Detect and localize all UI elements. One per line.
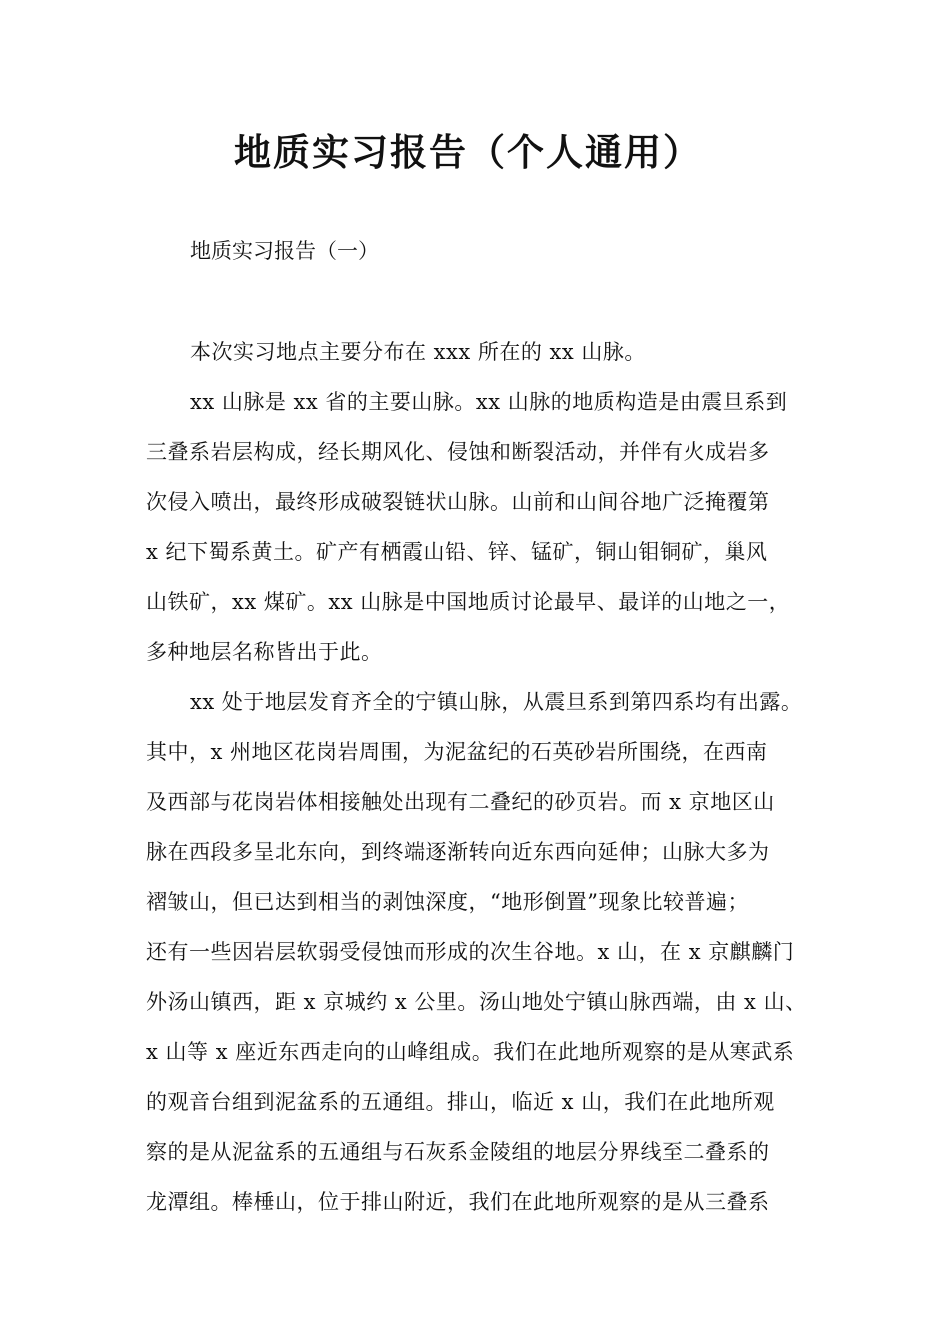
section-subtitle: 地质实习报告（一） bbox=[190, 239, 379, 263]
text-line: xx 山脉是 xx 省的主要山脉。xx 山脉的地质构造是由震旦系到 bbox=[190, 390, 788, 414]
text-line: x 山等 x 座近东西走向的山峰组成。我们在此地所观察的是从寒武系 bbox=[146, 1040, 795, 1064]
text-line: 察的是从泥盆系的五通组与石灰系金陵组的地层分界线至二叠系的 bbox=[146, 1140, 770, 1164]
text-line: 本次实习地点主要分布在 xxx 所在的 xx 山脉。 bbox=[190, 340, 646, 364]
text-line: 多种地层名称皆出于此。 bbox=[146, 640, 383, 664]
text-line: 的观音台组到泥盆系的五通组。排山，临近 x 山，我们在此地所观 bbox=[146, 1090, 775, 1114]
text-line: 龙潭组。棒棰山，位于排山附近，我们在此地所观察的是从三叠系 bbox=[146, 1190, 770, 1214]
text-line: 褶皱山，但已达到相当的剥蚀深度，“地形倒置”现象比较普遍； bbox=[146, 890, 749, 914]
text-line: xx 处于地层发育齐全的宁镇山脉，从震旦系到第四系均有出露。 bbox=[190, 690, 803, 714]
document-title: 地质实习报告（个人通用） bbox=[234, 131, 702, 174]
text-line: x 纪下蜀系黄土。矿产有栖霞山铅、锌、锰矿，铜山钼铜矿，巢风 bbox=[146, 540, 768, 564]
text-line: 山铁矿，xx 煤矿。xx 山脉是中国地质讨论最早、最详的山地之一， bbox=[146, 590, 791, 614]
text-line: 外汤山镇西，距 x 京城约 x 公里。汤山地处宁镇山脉西端，由 x 山、 bbox=[146, 990, 807, 1014]
text-line: 次侵入喷出，最终形成破裂链状山脉。山前和山间谷地广泛掩覆第 bbox=[146, 490, 770, 514]
text-line: 三叠系岩层构成，经长期风化、侵蚀和断裂活动，并伴有火成岩多 bbox=[146, 440, 770, 464]
text-line: 及西部与花岗岩体相接触处出现有二叠纪的砂页岩。而 x 京地区山 bbox=[146, 790, 775, 814]
text-line: 脉在西段多呈北东向，到终端逐渐转向近东西向延伸；山脉大多为 bbox=[146, 840, 770, 864]
text-line: 还有一些因岩层软弱受侵蚀而形成的次生谷地。x 山，在 x 京麒麟门 bbox=[146, 940, 795, 964]
text-line: 其中，x 州地区花岗岩周围，为泥盆纪的石英砂岩所围绕，在西南 bbox=[146, 740, 768, 764]
